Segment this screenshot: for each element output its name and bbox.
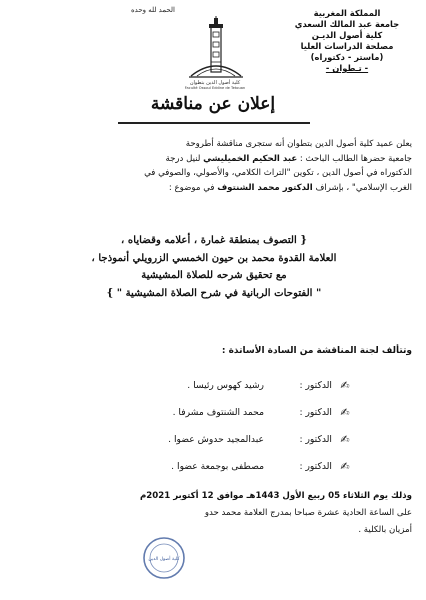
member-name: محمد الشنتوف مشرفا . [172, 407, 264, 418]
committee-heading: وتتألف لجنة المناقشة من السادة الأساتذة : [221, 346, 412, 356]
committee-member [72, 453, 352, 480]
closing-paragraph [14, 488, 412, 539]
announcement-body [14, 137, 412, 195]
topic-line-3: مع تحقيق شرحه للصلاة المشيشية [141, 269, 287, 281]
logo-caption [170, 80, 260, 90]
closing-line-1: وذلك يوم الثلاثاء 05 ربيع الأول 1443هـ موافق 12 أكتوبر 2021م [139, 491, 412, 501]
committee-list [72, 372, 352, 480]
writing-hand-icon: ✍ [340, 460, 350, 473]
writing-hand-icon: ✍ [340, 433, 350, 446]
student-name: عبد الحكيم الخميليشي [203, 153, 298, 164]
faculty-stamp-icon [142, 536, 186, 580]
writing-hand-icon: ✍ [340, 406, 350, 419]
thesis-topic [24, 232, 404, 302]
committee-member [72, 372, 352, 399]
body-line-4 [14, 181, 412, 196]
committee-member [72, 399, 352, 426]
minaret-logo-icon [185, 16, 245, 84]
closing-line-2: على الساعة الحادية عشرة صباحا بمدرج العلامة محمد حدو [204, 508, 412, 518]
body-line-2a: جامعية حضرها الطالب الباحث : [297, 153, 412, 164]
supervisor-name: الدكتور محمد الشنتوف [217, 182, 313, 193]
member-role: الدكتور : [299, 380, 332, 391]
page-title: إعلان عن مناقشة [150, 94, 276, 114]
committee-member [72, 426, 352, 453]
logo-caption-fr: Faculté Ossoul Eddine de Tetouan [184, 86, 246, 90]
body-line-4a: الغرب الإسلامي" ، بإشراف [312, 182, 412, 193]
topic-line-1: { التصوف بمنطقة غمارة ، أعلامه وقضاياه ، [121, 234, 307, 246]
header-programs: (ماستر - دكتوراه) [310, 52, 384, 62]
body-line-1: يعلن عميد كلية أصول الدين بتطوان أنه ستجرى مناقشة أطروحة [185, 139, 412, 149]
member-role: الدكتور : [299, 434, 332, 445]
body-line-2c: لنيل درجة [165, 153, 204, 164]
header-university: جامعة عبد المالك السعدي [294, 19, 400, 29]
member-role: الدكتور : [299, 461, 332, 472]
basmala-text: الحمد لله وحده [130, 6, 176, 14]
institution-header [282, 8, 412, 74]
member-name: رشيد كهوس رئيسا . [187, 380, 264, 391]
logo-caption-ar: كلية أصول الدين بتطوان [189, 80, 241, 86]
title-underline [118, 122, 310, 124]
topic-line-2: العلامة القدوة محمد بن حيون الخمسي الزرويلي أنموذجا ، [91, 251, 337, 264]
header-service: مصلحة الدراسات العليا [300, 41, 394, 51]
member-name: مصطفى بوجمعة عضوا . [171, 461, 264, 472]
writing-hand-icon: ✍ [340, 379, 350, 392]
header-faculty: كلية أصول الديـن [311, 30, 383, 40]
closing-line-3: أمزيان بالكلية . [358, 525, 412, 535]
topic-line-4: " الفتوحات الربانية في شرح الصلاة المشيشية " } [106, 286, 322, 299]
body-line-3: الدكتوراه في أصول الدين ، تكوين "التراث الكلامي، والأصولي، والصوفي في [144, 168, 412, 179]
body-line-4c: في موضوع : [168, 182, 218, 193]
header-city: - تـطوان - [325, 63, 369, 73]
member-name: عبدالمجيد حدوش عضوا . [168, 434, 264, 445]
stamp-text: كلية أصول الدين [148, 557, 180, 562]
header-kingdom: المملكة المغربية [313, 8, 381, 18]
member-role: الدكتور : [299, 407, 332, 418]
body-line-2 [14, 152, 412, 167]
